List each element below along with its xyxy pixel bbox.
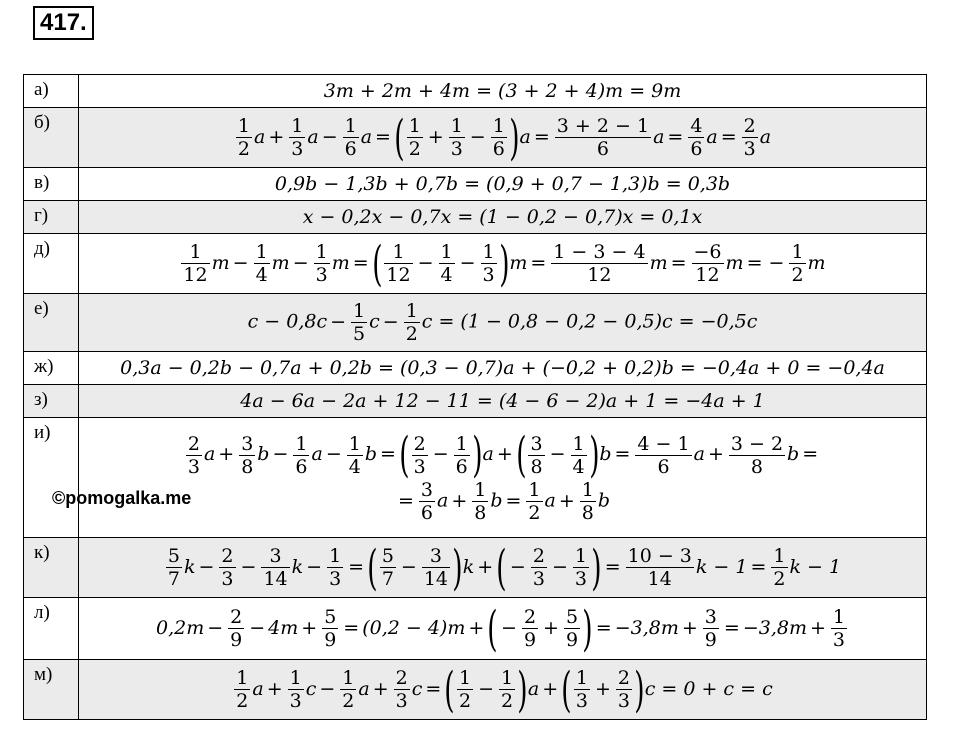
row-label: к) [24, 538, 79, 598]
watermark: ©pomogalka.me [52, 488, 192, 508]
equation-k: $\frac{5}{7}$ k − $\frac{2}{3}$ − $\frac{3}{14}$ k − $\frac{1}{3}$ =( $\frac{5}{7}$ − $\frac{3}{14}$ )k +( − $\frac{2}{3}$ − $\frac{1}{3}$ ) = $\frac{10 - 3}{14}$ k − 1 = $\frac{1}{2}$ k − 1 [79, 538, 927, 598]
row-label: з) [24, 385, 79, 418]
equation-z: 4a − 6a − 2a + 12 − 11 = (4 − 6 − 2)a + 1 = −4a + 1 [79, 385, 927, 418]
equation-d: $\frac{1}{12}$ m − $\frac{1}{4}$ m − $\frac{1}{3}$ m =( $\frac{1}{12}$ − $\frac{1}{4}$ − $\frac{1}{3}$ )m = $\frac{1 - 3 - 4}{12}$ m = $\frac{-6}{12}$ m = − $\frac{1}{2}$ m [79, 234, 927, 294]
equation-e: c − 0,8c − $\frac{1}{5}$ c − $\frac{1}{2}$ c = (1 − 0,8 − 0,2 − 0,5)c = −0,5c [79, 294, 927, 352]
row-k [24, 538, 927, 598]
row-label: в) [24, 168, 79, 201]
row-label: л) [24, 598, 79, 660]
row-e [24, 294, 927, 352]
equation-a: 3m + 2m + 4m = (3 + 2 + 4)m = 9m [79, 75, 927, 108]
row-label: г) [24, 201, 79, 234]
row-label: б) [24, 108, 79, 168]
row-i [24, 418, 927, 538]
equation-zh: 0,3a − 0,2b − 0,7a + 0,2b = (0,3 − 0,7)a + (−0,2 + 0,2)b = −0,4a + 0 = −0,4a [79, 352, 927, 385]
solutions-table [23, 74, 927, 720]
row-label: м) [24, 660, 79, 720]
equation-m: $\frac{1}{2}$ a + $\frac{1}{3}$ c − $\frac{1}{2}$ a + $\frac{2}{3}$ c =( $\frac{1}{2}$ − $\frac{1}{2}$ )a +( $\frac{1}{3}$ + $\frac{2}{3}$ )c = 0 + c = c [79, 660, 927, 720]
problem-number: 417. [33, 6, 94, 40]
row-label: и) [24, 418, 79, 538]
row-label: е) [24, 294, 79, 352]
row-v [24, 168, 927, 201]
row-label: д) [24, 234, 79, 294]
row-label: ж) [24, 352, 79, 385]
equation-l: 0,2m − $\frac{2}{9}$ − 4m + $\frac{5}{9}$ = (0,2 − 4)m +( − $\frac{2}{9}$ + $\frac{5}{9}$ ) = −3,8m + $\frac{3}{9}$ = −3,8m + $\frac{1}{3}$ [79, 598, 927, 660]
row-label: а) [24, 75, 79, 108]
equation-b: $\frac{1}{2}$ a + $\frac{1}{3}$ a − $\frac{1}{6}$ a =( $\frac{1}{2}$ + $\frac{1}{3}$ − $\frac{1}{6}$ )a = $\frac{3 + 2 - 1}{6}$ a = $\frac{4}{6}$ a = $\frac{2}{3}$ a [79, 108, 927, 168]
equation-i: $\frac{2}{3}$ a + $\frac{3}{8}$ b − $\frac{1}{6}$ a − $\frac{1}{4}$ b =( $\frac{2}{3}$ − $\frac{1}{6}$ )a +( $\frac{3}{8}$ − $\frac{1}{4}$ )b = $\frac{4 - 1}{6}$ a + $\frac{3 - 2}{8}$ b = = $\frac{3}{6}$ a + $\frac{1}{8}$ b = $\frac{1}{2}$ a + $\frac{1}{8}$ b [79, 418, 927, 538]
row-d [24, 234, 927, 294]
equation-v: 0,9b − 1,3b + 0,7b = (0,9 + 0,7 − 1,3)b = 0,3b [79, 168, 927, 201]
equation-g: x − 0,2x − 0,7x = (1 − 0,2 − 0,7)x = 0,1x [79, 201, 927, 234]
row-b [24, 108, 927, 168]
row-a [24, 75, 927, 108]
row-g [24, 201, 927, 234]
row-z [24, 385, 927, 418]
row-l [24, 598, 927, 660]
row-m [24, 660, 927, 720]
row-zh [24, 352, 927, 385]
